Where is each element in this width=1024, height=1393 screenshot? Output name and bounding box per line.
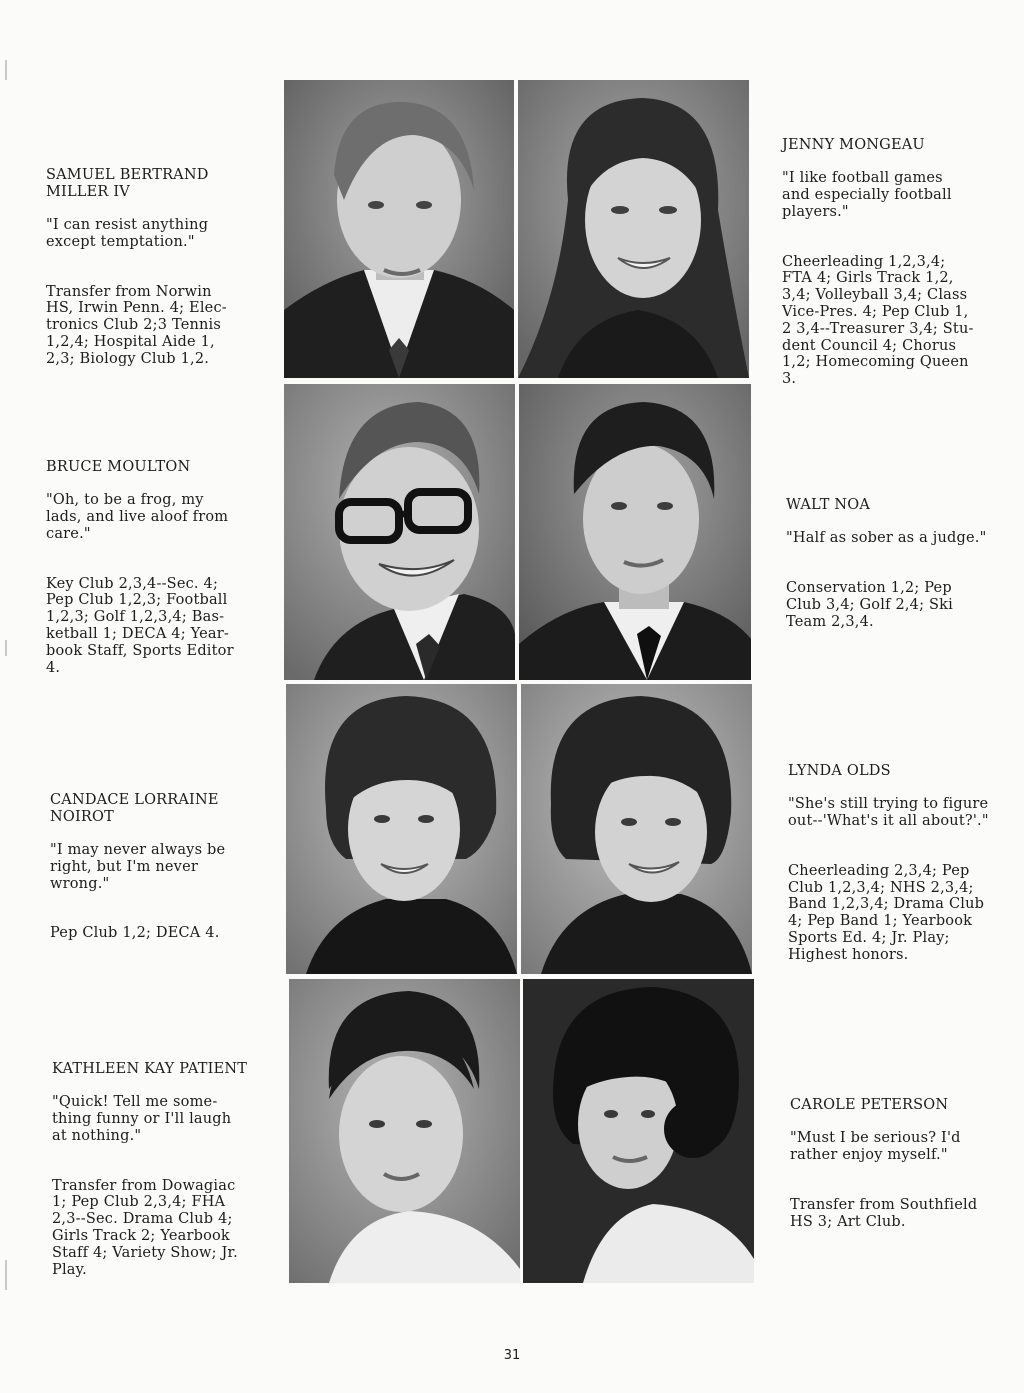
senior-name: JENNY MONGEAU — [782, 136, 925, 153]
scan-edge-mark — [5, 640, 7, 656]
scan-edge-mark — [5, 60, 7, 80]
senior-name: KATHLEEN KAY PATIENT — [52, 1060, 248, 1077]
senior-activities: Key Club 2,3,4--Sec. 4; Pep Club 1,2,3; Football 1,2,3; Golf 1,2,3,4; Bas- ketball 1; DECA 4; Year- book Staff, Sports Editor 4. — [46, 575, 234, 676]
senior-bio — [790, 1080, 977, 1247]
senior-portrait — [286, 684, 517, 974]
senior-activities: Cheerleading 2,3,4; Pep Club 1,2,3,4; NHS 2,3,4; Band 1,2,3,4; Drama Club 4; Pep Band 1; Yearbook Sports Ed. 4; Jr. Play; Highest honors. — [788, 862, 985, 963]
senior-name: CANDACE LORRAINE NOIROT — [50, 791, 219, 825]
senior-portrait — [284, 384, 515, 680]
senior-bio — [46, 442, 234, 693]
senior-portrait — [284, 80, 514, 378]
senior-quote: "I may never always be right, but I'm never wrong." — [50, 842, 226, 892]
senior-activities: Conservation 1,2; Pep Club 3,4; Golf 2,4; Ski Team 2,3,4. — [786, 579, 953, 630]
senior-activities: Cheerleading 1,2,3,4; FTA 4; Girls Track 1,2, 3,4; Volleyball 3,4; Class Vice-Pres. 4; Pep Club 1, 2 3,4--Treasurer 3,4; Stu- dent Council 4; Chorus 1,2; Homecoming Queen 3. — [782, 253, 974, 388]
senior-portrait — [521, 684, 752, 974]
senior-quote: "Half as sober as a judge." — [786, 530, 987, 547]
senior-bio — [46, 150, 227, 384]
senior-portrait — [523, 979, 754, 1283]
senior-quote: "I can resist anything except temptation." — [46, 217, 209, 250]
senior-portrait — [289, 979, 520, 1283]
senior-bio — [786, 480, 986, 647]
senior-quote: "She's still trying to figure out--'What's it all about?'." — [788, 796, 989, 830]
senior-quote: "Quick! Tell me some- thing funny or I'll laugh at nothing." — [52, 1094, 232, 1144]
senior-activities: Pep Club 1,2; DECA 4. — [50, 925, 220, 942]
senior-name: LYNDA OLDS — [788, 762, 891, 779]
senior-bio — [52, 1044, 247, 1295]
senior-name: WALT NOA — [786, 496, 871, 513]
senior-activities: Transfer from Norwin HS, Irwin Penn. 4; Elec- tronics Club 2;3 Tennis 1,2,4; Hospital Aide 1, 2,3; Biology Club 1,2. — [46, 283, 227, 367]
senior-bio — [50, 775, 225, 959]
senior-portrait — [518, 80, 749, 378]
senior-quote: "Oh, to be a frog, my lads, and live aloof from care." — [46, 492, 229, 542]
senior-activities: Transfer from Dowagiac 1; Pep Club 2,3,4; FHA 2,3--Sec. Drama Club 4; Girls Track 2; Yearbook Staff 4; Variety Show; Jr. Play. — [52, 1177, 238, 1278]
senior-bio — [788, 746, 989, 980]
senior-activities: Transfer from Southfield HS 3; Art Club. — [790, 1196, 978, 1230]
senior-name: BRUCE MOULTON — [46, 458, 191, 475]
page-number: 31 — [503, 1348, 521, 1363]
senior-quote: "Must I be serious? I'd rather enjoy myself." — [790, 1130, 961, 1164]
senior-quote: "I like football games and especially football players." — [782, 170, 952, 220]
scan-edge-mark — [5, 1260, 7, 1290]
senior-name: CAROLE PETERSON — [790, 1096, 949, 1113]
senior-name: SAMUEL BERTRAND MILLER IV — [46, 166, 209, 200]
senior-bio — [782, 120, 974, 405]
senior-portrait — [519, 384, 751, 680]
